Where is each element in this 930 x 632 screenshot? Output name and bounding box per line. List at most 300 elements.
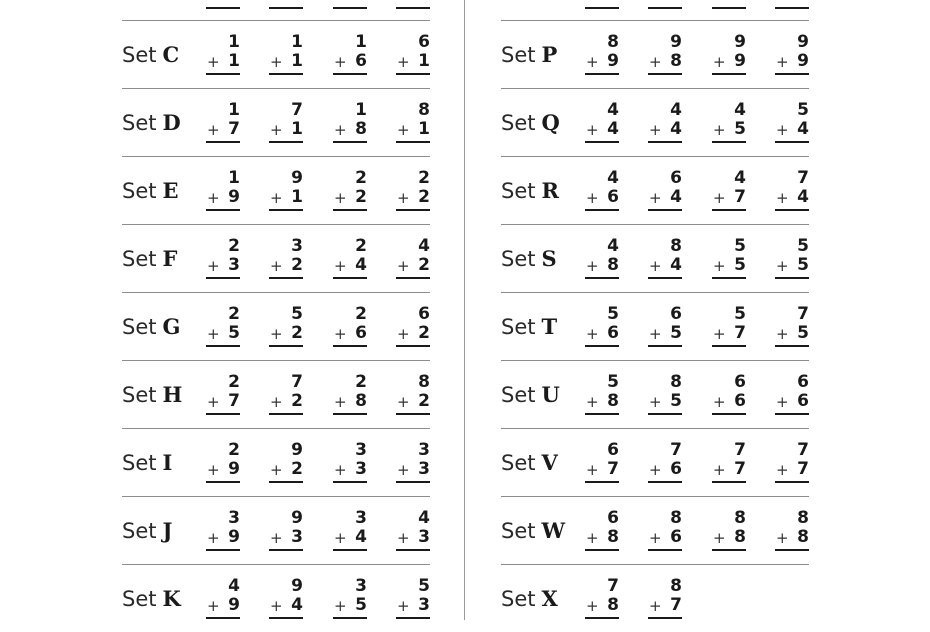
set-label xyxy=(122,451,172,475)
plus-sign: + xyxy=(207,597,220,615)
set-label xyxy=(501,587,558,611)
answer-line xyxy=(269,209,303,211)
plus-sign: + xyxy=(713,461,726,479)
plus-sign: + xyxy=(649,121,662,139)
plus-sign: + xyxy=(713,189,726,207)
answer-line xyxy=(712,7,746,9)
answer-line xyxy=(333,209,367,211)
addition-problem xyxy=(648,373,682,417)
answer-line xyxy=(269,73,303,75)
plus-sign: + xyxy=(586,121,599,139)
addend-bottom: 9 xyxy=(734,51,746,71)
answer-line xyxy=(712,481,746,483)
set-letter: X xyxy=(541,586,558,611)
answer-line xyxy=(648,209,682,211)
addend-top: 9 xyxy=(291,508,303,528)
plus-sign: + xyxy=(586,325,599,343)
addend-top: 3 xyxy=(418,440,430,460)
addend-top: 1 xyxy=(228,32,240,52)
answer-line xyxy=(206,617,240,619)
answer-line xyxy=(269,617,303,619)
addend-bottom: 9 xyxy=(228,187,240,207)
addition-problem xyxy=(269,373,303,417)
set-row xyxy=(501,156,809,224)
addend-top: 4 xyxy=(670,100,682,120)
addend-top: 9 xyxy=(797,32,809,52)
addend-top: 9 xyxy=(291,168,303,188)
plus-sign: + xyxy=(207,325,220,343)
set-label xyxy=(122,315,180,339)
set-letter: G xyxy=(162,314,181,339)
set-row xyxy=(122,156,430,224)
addition-problem xyxy=(775,305,809,349)
answer-line xyxy=(396,481,430,483)
answer-line xyxy=(333,7,367,9)
answer-line xyxy=(333,481,367,483)
addend-top: 8 xyxy=(670,236,682,256)
addition-problem xyxy=(206,237,240,281)
addend-bottom: 6 xyxy=(355,323,367,343)
plus-sign: + xyxy=(334,121,347,139)
addition-problem xyxy=(775,101,809,145)
set-word: Set xyxy=(122,315,157,339)
answer-line xyxy=(585,345,619,347)
plus-sign: + xyxy=(334,189,347,207)
addition-problem xyxy=(396,373,430,417)
answer-line xyxy=(775,345,809,347)
addend-bottom: 8 xyxy=(355,391,367,411)
set-word: Set xyxy=(501,383,536,407)
addition-problem xyxy=(396,101,430,145)
addend-bottom: 7 xyxy=(797,459,809,479)
column-divider xyxy=(464,0,465,620)
addend-bottom: 8 xyxy=(734,527,746,547)
set-word: Set xyxy=(501,179,536,203)
set-letter: T xyxy=(541,314,558,339)
answer-line xyxy=(269,7,303,9)
plus-sign: + xyxy=(207,461,220,479)
addend-top: 4 xyxy=(228,576,240,596)
addition-problem xyxy=(396,237,430,281)
plus-sign: + xyxy=(397,597,410,615)
addend-bottom: 7 xyxy=(734,459,746,479)
addend-bottom: 2 xyxy=(418,391,430,411)
addend-bottom: 4 xyxy=(355,527,367,547)
addend-bottom: 8 xyxy=(607,391,619,411)
answer-line xyxy=(648,549,682,551)
plus-sign: + xyxy=(776,393,789,411)
plus-sign: + xyxy=(713,393,726,411)
addition-problem xyxy=(712,237,746,281)
addend-top: 6 xyxy=(670,304,682,324)
plus-sign: + xyxy=(649,53,662,71)
set-label xyxy=(501,383,560,407)
addend-bottom: 4 xyxy=(670,187,682,207)
set-row xyxy=(122,20,430,88)
set-word: Set xyxy=(122,519,157,543)
addend-top: 3 xyxy=(228,508,240,528)
answer-line xyxy=(775,141,809,143)
addition-problem xyxy=(206,33,240,77)
addend-top: 4 xyxy=(734,100,746,120)
answer-line xyxy=(775,549,809,551)
plus-sign: + xyxy=(270,393,283,411)
addend-top: 3 xyxy=(355,576,367,596)
addend-bottom: 9 xyxy=(797,51,809,71)
plus-sign: + xyxy=(776,461,789,479)
set-label xyxy=(122,519,172,543)
plus-sign: + xyxy=(649,461,662,479)
set-letter: R xyxy=(541,178,559,203)
addend-top: 2 xyxy=(355,236,367,256)
plus-sign: + xyxy=(207,257,220,275)
addend-top: 7 xyxy=(797,440,809,460)
answer-line xyxy=(333,413,367,415)
addend-top: 5 xyxy=(734,236,746,256)
addend-bottom: 9 xyxy=(228,459,240,479)
set-label xyxy=(501,247,557,271)
answer-line xyxy=(648,7,682,9)
addition-problem xyxy=(206,577,240,621)
addition-problem xyxy=(269,441,303,485)
addend-bottom: 6 xyxy=(734,391,746,411)
addend-top: 5 xyxy=(734,304,746,324)
addend-bottom: 3 xyxy=(418,595,430,615)
answer-line xyxy=(269,345,303,347)
set-letter: W xyxy=(541,518,566,543)
plus-sign: + xyxy=(649,393,662,411)
addition-problem xyxy=(585,305,619,349)
addend-bottom: 9 xyxy=(228,595,240,615)
addition-problem xyxy=(775,373,809,417)
plus-sign: + xyxy=(586,393,599,411)
addend-bottom: 2 xyxy=(291,323,303,343)
addend-top: 7 xyxy=(670,440,682,460)
addition-problem xyxy=(206,373,240,417)
addition-problem xyxy=(206,101,240,145)
set-letter: S xyxy=(541,246,557,271)
addend-top: 1 xyxy=(228,100,240,120)
answer-line xyxy=(206,141,240,143)
addition-problem xyxy=(206,305,240,349)
addend-bottom: 9 xyxy=(228,527,240,547)
answer-line xyxy=(333,277,367,279)
answer-line xyxy=(269,413,303,415)
set-label xyxy=(501,43,557,67)
plus-sign: + xyxy=(586,597,599,615)
addend-top: 4 xyxy=(607,236,619,256)
addition-problem xyxy=(712,373,746,417)
addend-bottom: 1 xyxy=(291,119,303,139)
addition-problem xyxy=(269,101,303,145)
plus-sign: + xyxy=(207,529,220,547)
addend-bottom: 5 xyxy=(797,323,809,343)
set-word: Set xyxy=(501,315,536,339)
addend-bottom: 8 xyxy=(797,527,809,547)
plus-sign: + xyxy=(397,529,410,547)
addition-problem xyxy=(585,509,619,553)
addition-problem xyxy=(269,509,303,553)
plus-sign: + xyxy=(397,121,410,139)
addition-problem xyxy=(648,101,682,145)
answer-line xyxy=(396,73,430,75)
addend-bottom: 1 xyxy=(228,51,240,71)
addition-problem xyxy=(269,577,303,621)
addend-top: 4 xyxy=(607,100,619,120)
answer-line xyxy=(648,141,682,143)
set-row xyxy=(501,88,809,156)
set-label xyxy=(501,451,558,475)
answer-line xyxy=(585,7,619,9)
plus-sign: + xyxy=(270,529,283,547)
addend-top: 6 xyxy=(734,372,746,392)
set-row xyxy=(501,20,809,88)
plus-sign: + xyxy=(334,257,347,275)
answer-line xyxy=(206,549,240,551)
addend-top: 8 xyxy=(734,508,746,528)
answer-line xyxy=(585,141,619,143)
plus-sign: + xyxy=(776,325,789,343)
answer-line xyxy=(775,413,809,415)
answer-line xyxy=(396,7,430,9)
plus-sign: + xyxy=(713,121,726,139)
addend-top: 7 xyxy=(797,168,809,188)
addend-bottom: 2 xyxy=(418,323,430,343)
addition-problem xyxy=(333,373,367,417)
addition-problem xyxy=(396,169,430,213)
answer-line xyxy=(775,73,809,75)
answer-line xyxy=(333,141,367,143)
set-row xyxy=(501,428,809,496)
addend-top: 5 xyxy=(607,304,619,324)
addend-bottom: 2 xyxy=(418,187,430,207)
set-row xyxy=(122,224,430,292)
addend-top: 9 xyxy=(291,576,303,596)
addend-bottom: 3 xyxy=(355,459,367,479)
set-word: Set xyxy=(501,43,536,67)
set-letter: U xyxy=(541,382,560,407)
answer-line xyxy=(775,209,809,211)
addend-bottom: 4 xyxy=(291,595,303,615)
addend-bottom: 7 xyxy=(734,187,746,207)
answer-line xyxy=(396,209,430,211)
answer-line xyxy=(712,73,746,75)
addend-top: 2 xyxy=(228,440,240,460)
plus-sign: + xyxy=(334,325,347,343)
addend-top: 6 xyxy=(797,372,809,392)
set-letter: D xyxy=(162,110,181,135)
plus-sign: + xyxy=(776,189,789,207)
addend-bottom: 5 xyxy=(734,119,746,139)
answer-line xyxy=(396,345,430,347)
set-letter: H xyxy=(162,382,183,407)
addition-problem xyxy=(648,237,682,281)
set-word: Set xyxy=(122,179,157,203)
addend-bottom: 5 xyxy=(797,255,809,275)
addition-problem xyxy=(648,509,682,553)
plus-sign: + xyxy=(270,597,283,615)
plus-sign: + xyxy=(776,257,789,275)
addition-problem xyxy=(396,509,430,553)
answer-line xyxy=(396,549,430,551)
addend-top: 9 xyxy=(670,32,682,52)
addend-bottom: 8 xyxy=(355,119,367,139)
answer-line xyxy=(712,345,746,347)
addend-top: 2 xyxy=(228,304,240,324)
addend-top: 3 xyxy=(291,236,303,256)
answer-line xyxy=(585,481,619,483)
addend-top: 1 xyxy=(355,32,367,52)
addend-top: 9 xyxy=(734,32,746,52)
plus-sign: + xyxy=(334,529,347,547)
answer-line xyxy=(585,73,619,75)
addition-problem xyxy=(648,169,682,213)
addend-bottom: 8 xyxy=(670,51,682,71)
addend-bottom: 2 xyxy=(418,255,430,275)
addend-bottom: 6 xyxy=(797,391,809,411)
addend-top: 8 xyxy=(418,100,430,120)
set-label xyxy=(501,179,559,203)
addition-problem xyxy=(396,305,430,349)
plus-sign: + xyxy=(649,257,662,275)
plus-sign: + xyxy=(649,597,662,615)
set-word: Set xyxy=(122,587,157,611)
set-letter: K xyxy=(162,586,181,611)
addition-problem xyxy=(396,441,430,485)
answer-line xyxy=(648,277,682,279)
answer-line xyxy=(648,73,682,75)
answer-line xyxy=(206,73,240,75)
addend-bottom: 4 xyxy=(355,255,367,275)
set-word: Set xyxy=(501,519,536,543)
addition-problem xyxy=(333,305,367,349)
addend-bottom: 4 xyxy=(607,119,619,139)
set-label xyxy=(122,43,179,67)
addition-problem xyxy=(333,101,367,145)
plus-sign: + xyxy=(776,121,789,139)
set-letter: C xyxy=(162,42,180,67)
answer-line xyxy=(648,345,682,347)
plus-sign: + xyxy=(207,121,220,139)
addend-top: 7 xyxy=(291,100,303,120)
answer-line xyxy=(333,73,367,75)
set-word: Set xyxy=(122,383,157,407)
set-word: Set xyxy=(501,587,536,611)
addition-problem xyxy=(206,441,240,485)
set-row xyxy=(122,496,430,564)
answer-line xyxy=(333,549,367,551)
plus-sign: + xyxy=(713,257,726,275)
addition-problem xyxy=(333,237,367,281)
plus-sign: + xyxy=(270,121,283,139)
set-label xyxy=(122,247,177,271)
addend-bottom: 2 xyxy=(355,187,367,207)
answer-line xyxy=(333,345,367,347)
set-letter: J xyxy=(162,518,173,543)
set-letter: F xyxy=(162,246,178,271)
set-label xyxy=(122,179,179,203)
set-label xyxy=(501,111,560,135)
addend-bottom: 3 xyxy=(418,527,430,547)
set-letter: P xyxy=(541,42,558,67)
addend-bottom: 5 xyxy=(734,255,746,275)
addend-bottom: 7 xyxy=(670,595,682,615)
addend-bottom: 1 xyxy=(291,187,303,207)
plus-sign: + xyxy=(776,53,789,71)
addition-problem xyxy=(269,305,303,349)
set-word: Set xyxy=(122,451,157,475)
set-word: Set xyxy=(122,247,157,271)
plus-sign: + xyxy=(397,461,410,479)
plus-sign: + xyxy=(207,393,220,411)
answer-line xyxy=(206,209,240,211)
plus-sign: + xyxy=(270,461,283,479)
addend-bottom: 3 xyxy=(418,459,430,479)
set-row xyxy=(501,292,809,360)
plus-sign: + xyxy=(586,529,599,547)
addition-problem xyxy=(333,577,367,621)
addend-bottom: 6 xyxy=(670,459,682,479)
answer-line xyxy=(585,209,619,211)
addition-problem xyxy=(712,101,746,145)
addend-top: 5 xyxy=(797,236,809,256)
set-label xyxy=(501,315,557,339)
answer-line xyxy=(712,209,746,211)
set-row xyxy=(122,292,430,360)
answer-line xyxy=(206,277,240,279)
addend-top: 3 xyxy=(355,508,367,528)
addend-top: 1 xyxy=(228,168,240,188)
addend-top: 6 xyxy=(418,32,430,52)
addition-problem xyxy=(648,305,682,349)
set-word: Set xyxy=(501,111,536,135)
set-word: Set xyxy=(501,247,536,271)
addend-top: 2 xyxy=(355,372,367,392)
addend-bottom: 5 xyxy=(670,323,682,343)
answer-line xyxy=(206,345,240,347)
addend-bottom: 4 xyxy=(670,255,682,275)
addend-bottom: 6 xyxy=(607,187,619,207)
addend-bottom: 3 xyxy=(291,527,303,547)
plus-sign: + xyxy=(207,189,220,207)
addend-bottom: 7 xyxy=(734,323,746,343)
addition-problem xyxy=(775,441,809,485)
addend-bottom: 7 xyxy=(228,119,240,139)
set-label xyxy=(122,587,181,611)
plus-sign: + xyxy=(270,189,283,207)
addend-bottom: 2 xyxy=(291,391,303,411)
addend-bottom: 6 xyxy=(607,323,619,343)
addend-bottom: 2 xyxy=(291,255,303,275)
addend-top: 2 xyxy=(228,236,240,256)
addend-top: 2 xyxy=(418,168,430,188)
set-letter: V xyxy=(541,450,558,475)
addend-top: 1 xyxy=(291,32,303,52)
set-word: Set xyxy=(122,111,157,135)
addend-top: 4 xyxy=(734,168,746,188)
addition-problem xyxy=(333,33,367,77)
plus-sign: + xyxy=(334,53,347,71)
answer-line xyxy=(648,617,682,619)
set-row xyxy=(501,224,809,292)
addition-problem xyxy=(333,169,367,213)
set-row xyxy=(501,564,809,632)
answer-line xyxy=(396,617,430,619)
addend-top: 6 xyxy=(607,440,619,460)
addend-bottom: 5 xyxy=(355,595,367,615)
answer-line xyxy=(775,277,809,279)
answer-line xyxy=(775,481,809,483)
